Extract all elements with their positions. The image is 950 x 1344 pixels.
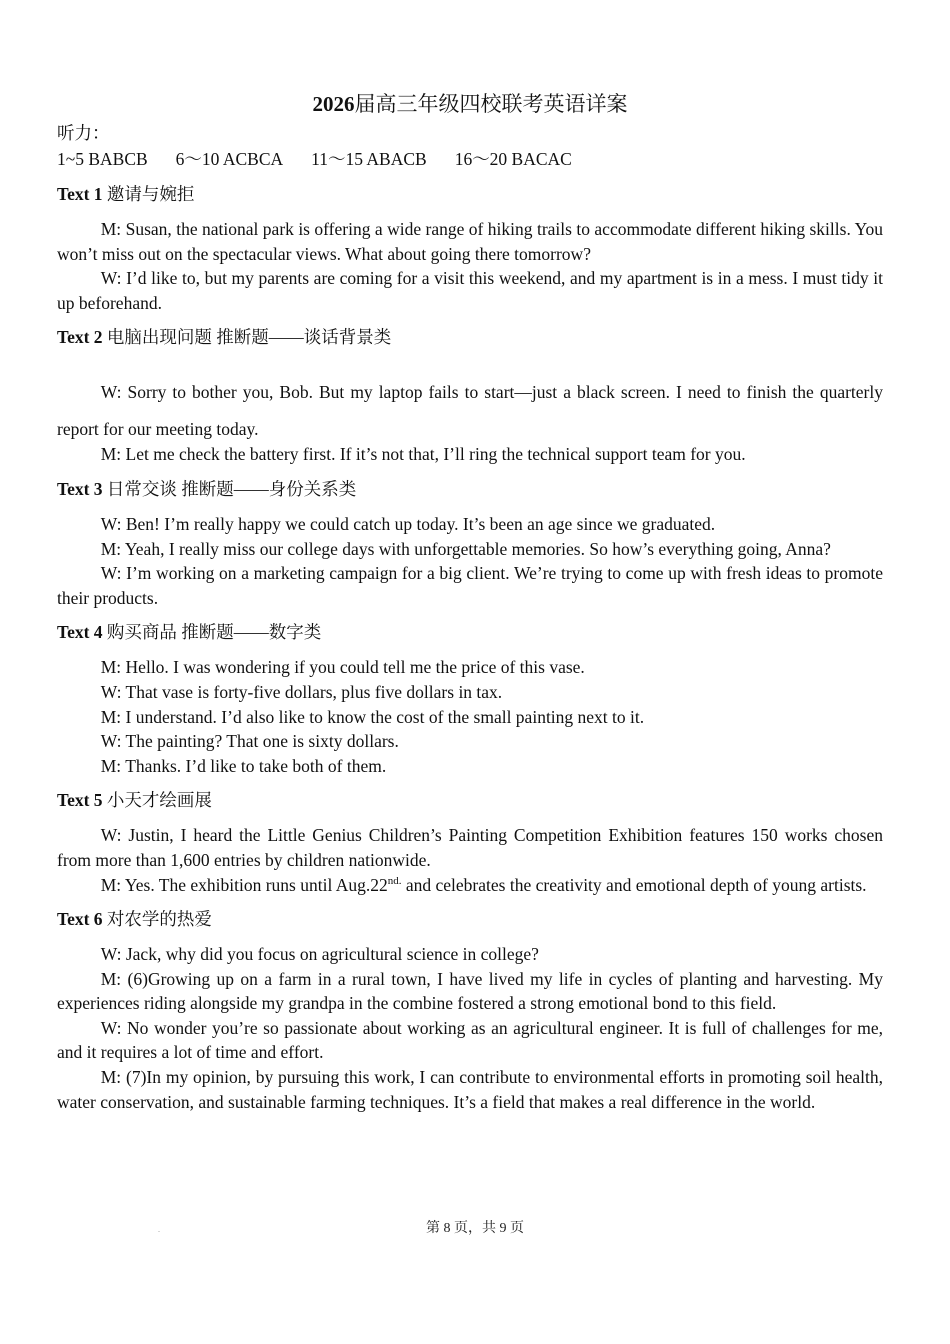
dialogue-line: M: (7)In my opinion, by pursuing this work, I can contribute to environmental efforts in promoting soil health, water conservation, and sustainable farming techniques. It’s a field that makes a real difference in the world. bbox=[57, 1067, 883, 1112]
text-number: Text 4 bbox=[57, 622, 103, 643]
answer-key-row bbox=[57, 146, 883, 172]
text-number: Text 2 bbox=[57, 327, 103, 348]
text-number: Text 1 bbox=[57, 184, 103, 204]
dialogue-line: W: I’m working on a marketing campaign for a big client. We’re trying to come up with fresh ideas to promote their products. bbox=[57, 563, 883, 608]
text-topic: 日常交谈 推断题——身份关系类 bbox=[106, 478, 357, 499]
text-5-heading bbox=[57, 787, 883, 813]
dialogue-line: W: I’d like to, but my parents are coming for a visit this weekend, and my apartment is in a mess. I must tidy it up beforehand. bbox=[57, 268, 883, 313]
text-topic: 电脑出现问题 推断题——谈话背景类 bbox=[106, 327, 392, 348]
text-topic: 对农学的热爱 bbox=[106, 909, 212, 930]
text-2-heading bbox=[57, 324, 883, 350]
text-4-heading bbox=[57, 619, 883, 645]
answer-group-2: 6～10 ACBCA bbox=[175, 149, 284, 169]
dialogue-text: and celebrates the creativity and emotional depth of young artists. bbox=[401, 874, 867, 895]
text-1-heading bbox=[57, 181, 883, 207]
stray-dot: . bbox=[158, 1225, 160, 1234]
listening-label: 听力： bbox=[57, 123, 110, 143]
text-number: Text 5 bbox=[57, 790, 103, 811]
document-page bbox=[57, 88, 883, 1114]
title-year: 2026 bbox=[312, 92, 355, 116]
text-topic: 购买商品 推断题——数字类 bbox=[106, 622, 322, 643]
dialogue-line: W: The painting? That one is sixty dollars. bbox=[100, 731, 399, 752]
dialogue-line: M: Hello. I was wondering if you could tell me the price of this vase. bbox=[100, 657, 585, 678]
text-number: Text 3 bbox=[57, 478, 103, 499]
dialogue-line: M: Susan, the national park is offering a wide range of hiking trails to accommodate different hiking skills. You won’t miss out on the spectacular views. What about going there tomorrow? bbox=[57, 219, 883, 264]
dialogue-text: M: Yes. The exhibition runs until Aug.22 bbox=[100, 874, 388, 895]
dialogue-line: M: (6)Growing up on a farm in a rural town, I have lived my life in cycles of planting and harvesting. My experiences riding alongside my grandpa in the combine fostered a strong emotional bond to this field. bbox=[57, 968, 883, 1014]
dialogue-line: W: Jack, why did you focus on agricultural science in college? bbox=[100, 944, 539, 965]
ordinal-suffix: nd. bbox=[387, 874, 402, 887]
dialogue-line: W: Ben! I’m really happy we could catch up today. It’s been an age since we graduated. bbox=[100, 513, 716, 534]
text-3-heading bbox=[57, 476, 883, 502]
dialogue-line: M: Let me check the battery first. If it’s not that, I’ll ring the technical support team for you. bbox=[100, 444, 746, 465]
text-number: Text 6 bbox=[57, 909, 103, 930]
text-6-heading bbox=[57, 906, 883, 932]
dialogue-line: W: Sorry to bother you, Bob. But my laptop fails to start—just a black screen. I need to finish the quarterly report for our meeting today. bbox=[57, 382, 883, 440]
answer-group-4: 16～20 BACAC bbox=[454, 149, 572, 169]
dialogue-line bbox=[57, 873, 883, 898]
dialogue-line: M: Yeah, I really miss our college days with unforgettable memories. So how’s everything going, Anna? bbox=[100, 538, 831, 559]
dialogue-line: M: Thanks. I’d like to take both of them. bbox=[100, 755, 387, 776]
dialogue-line: W: No wonder you’re so passionate about working as an agricultural engineer. It is full of challenges for me, and it requires a lot of time and effort. bbox=[57, 1017, 883, 1063]
title-text: 届高三年级四校联考英语详案 bbox=[354, 92, 628, 116]
answer-group-3: 11～15 ABACB bbox=[311, 149, 427, 169]
answer-group-1: 1~5 BABCB bbox=[57, 149, 148, 169]
dialogue-line: M: I understand. I’d also like to know the cost of the small painting next to it. bbox=[100, 706, 645, 727]
page-footer: 第 8 页，共 9 页 bbox=[426, 1221, 524, 1236]
dialogue-line: W: Justin, I heard the Little Genius Children’s Painting Competition Exhibition features 150 works chosen from more than 1,600 entries by children nationwide. bbox=[57, 825, 883, 870]
page-title bbox=[57, 88, 883, 120]
text-topic: 小天才绘画展 bbox=[106, 790, 212, 811]
dialogue-line: W: That vase is forty-five dollars, plus five dollars in tax. bbox=[100, 681, 503, 702]
text-topic: 邀请与婉拒 bbox=[106, 184, 195, 204]
